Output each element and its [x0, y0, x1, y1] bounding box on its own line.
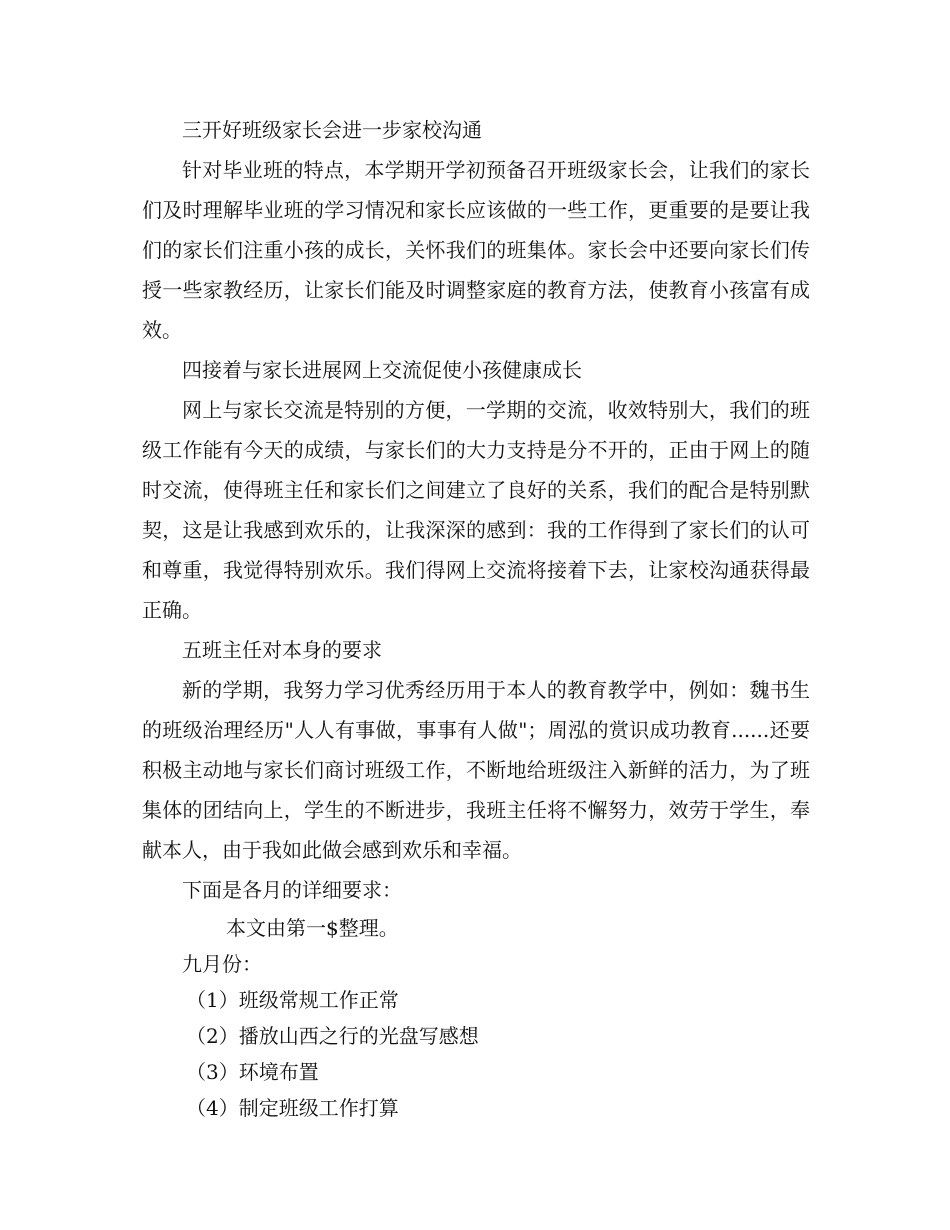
month-label-september: 九月份： — [182, 952, 262, 976]
document-content — [142, 110, 810, 1126]
section-heading-4: 四接着与家长进展网上交流促使小孩健康成长 — [182, 358, 582, 382]
section-heading-3: 三开好班级家长会进一步家校沟通 — [182, 118, 482, 142]
list-item: （3）环境布置 — [186, 1060, 319, 1084]
list-item: （1）班级常规工作正常 — [186, 988, 399, 1012]
list-item: （4）制定班级工作打算 — [186, 1096, 399, 1120]
source-note: 本文由第一$整理。 — [226, 916, 399, 940]
section-heading-5: 五班主任对本身的要求 — [182, 638, 382, 662]
section-body-4: 网上与家长交流是特别的方便，一学期的交流，收效特别大，我们的班级工作能有今天的成绩，与家长们的大力支持是分不开的，正由于网上的随时交流，使得班主任和家长们之间建立了良好的关系，我们的配合是特别默契，这是让我感到欢乐的，让我深深的感到：我的工作得到了家长们的认可和尊重，我觉得特别欢乐。我们得网上交流将接着下去，让家校沟通获得最正确。 — [142, 398, 810, 622]
september-task-list — [142, 982, 810, 1126]
section-body-3: 针对毕业班的特点，本学期开学初预备召开班级家长会，让我们的家长们及时理解毕业班的学习情况和家长应该做的一些工作，更重要的是要让我们的家长们注重小孩的成长，关怀我们的班集体。家长会中还要向家长们传授一些家教经历，让家长们能及时调整家庭的教育方法，使教育小孩富有成效。 — [142, 158, 810, 342]
list-item: （2）播放山西之行的光盘写感想 — [186, 1024, 479, 1048]
section-body-5: 新的学期，我努力学习优秀经历用于本人的教育教学中，例如：魏书生的班级治理经历"人人有事做，事事有人做"；周泓的赏识成功教育......还要积极主动地与家长们商讨班级工作，不断地给班级注入新鲜的活力，为了班集体的团结向上，学生的不断进步，我班主任将不懈努力，效劳于学生，奉献本人，由于我如此做会感到欢乐和幸福。 — [142, 678, 810, 862]
monthly-intro: 下面是各月的详细要求： — [182, 878, 402, 902]
